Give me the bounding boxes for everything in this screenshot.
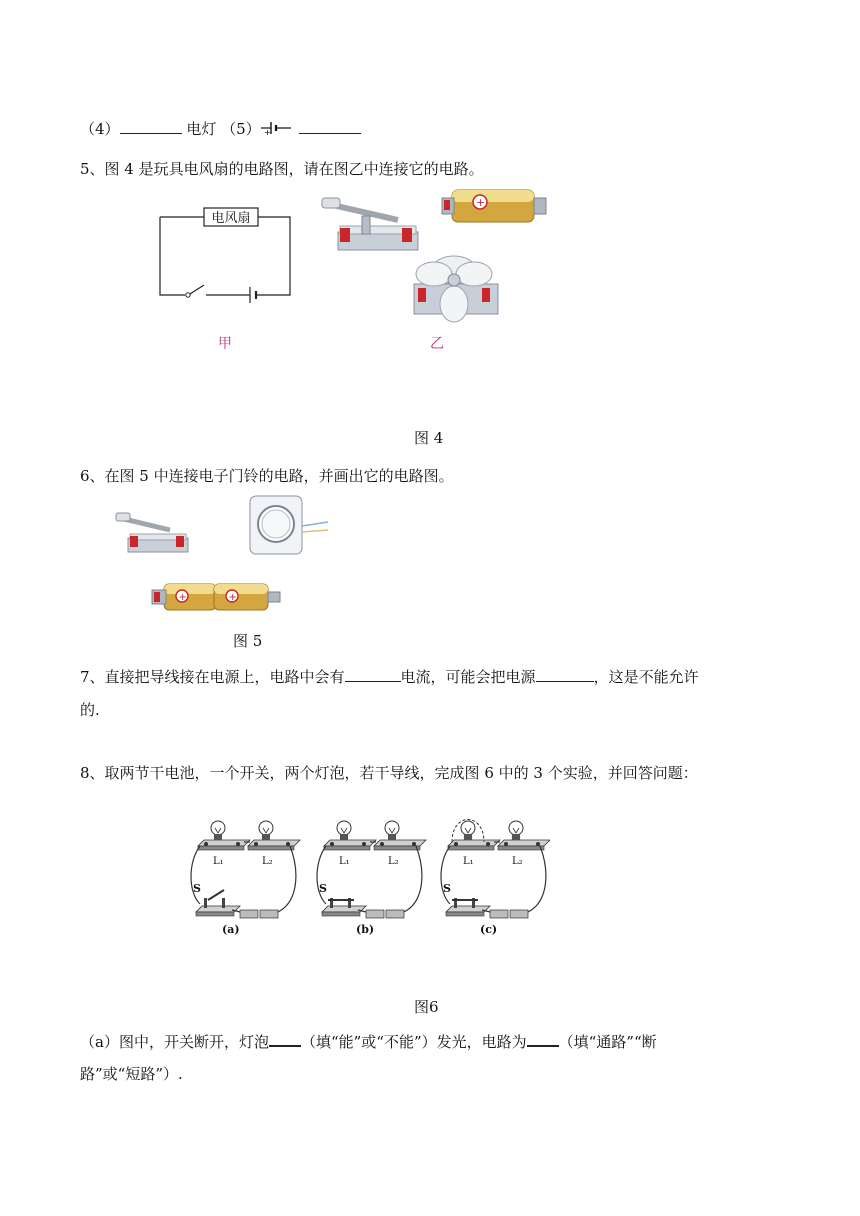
q4-blank[interactable] bbox=[120, 119, 182, 134]
circuit-b bbox=[317, 821, 426, 918]
q7-blank-1[interactable] bbox=[345, 667, 401, 682]
circuit-a bbox=[191, 821, 300, 918]
label-l1-b: L₁ bbox=[339, 856, 350, 867]
sublabel-a: (a) bbox=[222, 923, 240, 936]
q6-text: 6、在图 5 中连接电子门铃的电路，并画出它的电路图。 bbox=[80, 467, 454, 485]
q5-text: 5、图 4 是玩具电风扇的电路图，请在图乙中连接它的电路。 bbox=[80, 160, 484, 178]
battery-symbol-icon bbox=[261, 120, 291, 136]
q5-label: （5） bbox=[221, 120, 261, 138]
q7-part2: 电流，可能会把电源 bbox=[400, 668, 536, 686]
svg-text:+: + bbox=[228, 592, 237, 603]
circuit-c bbox=[441, 820, 550, 919]
knife-switch-icon bbox=[318, 192, 438, 254]
svg-text:+: + bbox=[263, 128, 271, 136]
fan-box-label: 电风扇 bbox=[211, 211, 251, 226]
doorbell-switch-icon bbox=[114, 510, 194, 556]
q7-line2: 的. bbox=[80, 701, 100, 719]
two-battery-icon bbox=[150, 580, 284, 614]
q8a-line2: 路”或“短路”）. bbox=[80, 1065, 183, 1083]
q8a-part2: （填“能”或“不能”）发光，电路为 bbox=[300, 1033, 527, 1051]
figure-4-caption: 图 4 bbox=[414, 429, 444, 447]
q4-item: 电灯 bbox=[186, 120, 217, 138]
doorbell-icon bbox=[248, 494, 332, 558]
label-l2-b: L₂ bbox=[388, 856, 399, 867]
q8a-part3: （填“通路”“断 bbox=[558, 1033, 657, 1051]
figure-6-caption: 图6 bbox=[414, 998, 439, 1016]
label-l2-a: L₂ bbox=[262, 856, 273, 867]
q7-line1 bbox=[80, 666, 780, 687]
q8a-blank-1[interactable] bbox=[269, 1031, 301, 1047]
label-l1-c: L₁ bbox=[463, 856, 474, 867]
q4-label: （4） bbox=[80, 120, 120, 138]
svg-text:+: + bbox=[178, 592, 187, 603]
q4-q5-line bbox=[80, 118, 780, 139]
q7-blank-2[interactable] bbox=[536, 667, 594, 682]
fan-motor-icon bbox=[404, 248, 504, 324]
label-l1-a: L₁ bbox=[213, 856, 224, 867]
svg-text:+: + bbox=[476, 196, 486, 209]
label-l2-c: L₂ bbox=[512, 856, 523, 867]
figure-5-caption: 图 5 bbox=[233, 632, 263, 650]
q7-part1: 7、直接把导线接在电源上，电路中会有 bbox=[80, 668, 345, 686]
battery-cell-icon bbox=[440, 186, 550, 226]
label-jia: 甲 bbox=[218, 336, 232, 352]
q8a-blank-2[interactable] bbox=[527, 1031, 559, 1047]
label-s-c: S bbox=[443, 882, 451, 895]
sublabel-b: (b) bbox=[356, 923, 375, 936]
label-s-a: S bbox=[193, 882, 201, 895]
q8-text: 8、取两节干电池，一个开关，两个灯泡，若干导线，完成图 6 中的 3 个实验，并回答问题： bbox=[80, 764, 698, 782]
sublabel-c: (c) bbox=[480, 923, 498, 936]
q5-blank[interactable] bbox=[299, 119, 361, 134]
label-yi: 乙 bbox=[430, 336, 444, 352]
q7-part3: ，这是不能允许 bbox=[593, 668, 699, 686]
label-s-b: S bbox=[319, 882, 327, 895]
q8a-line1 bbox=[80, 1031, 780, 1052]
q8a-part1: （a）图中，开关断开，灯泡 bbox=[80, 1033, 269, 1051]
